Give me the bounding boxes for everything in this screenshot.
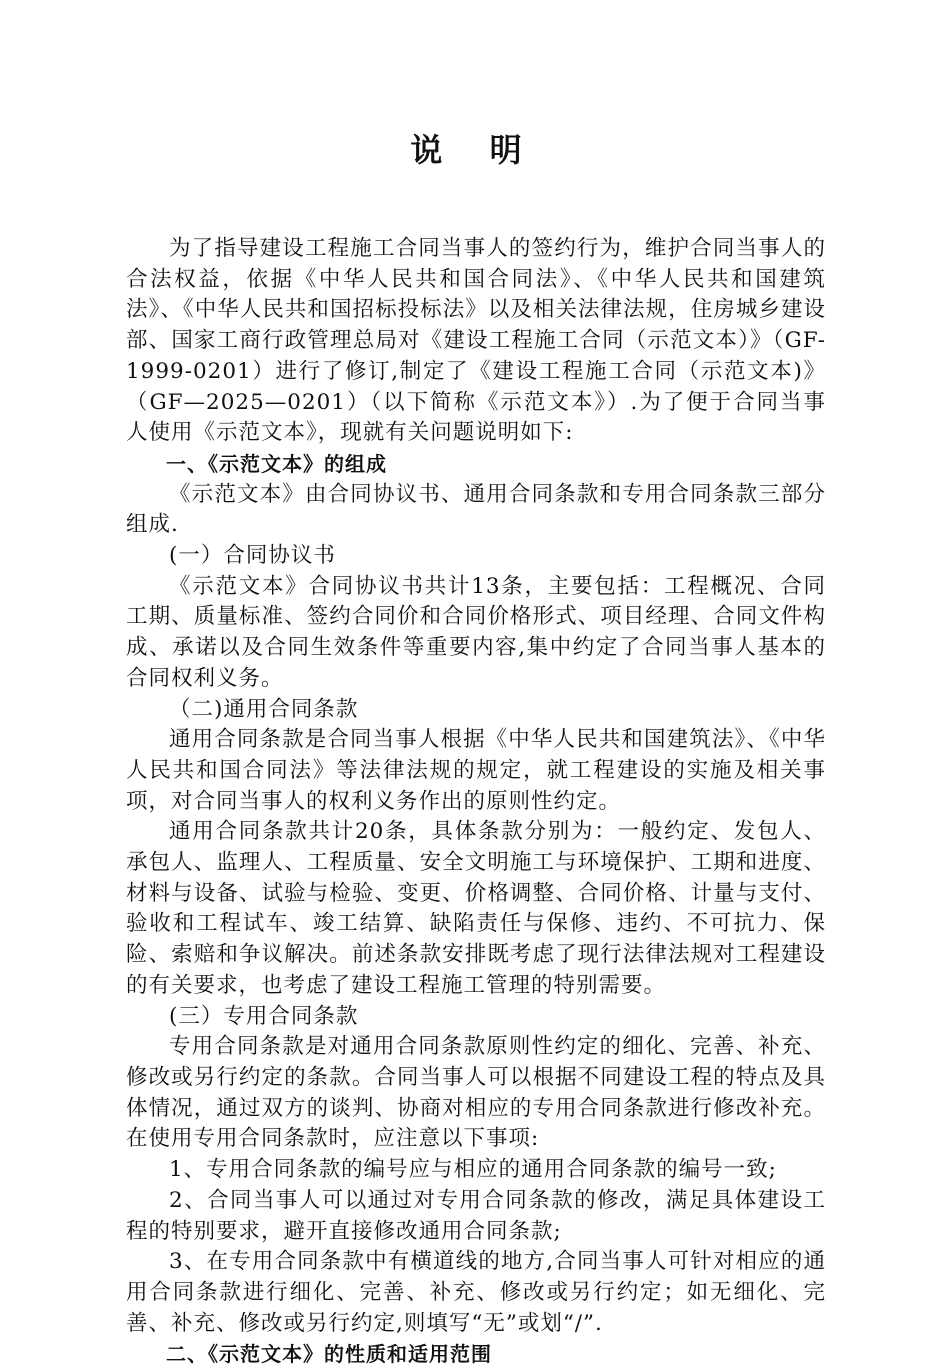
body-paragraph: 通用合同条款是合同当事人根据《中华人民共和国建筑法》、《中华人民共和国合同法》等法律法规的规定，就工程建设的实施及相关事项，对合同当事人的权利义务作出的原则性约定。	[126, 727, 826, 814]
body-paragraph: 《示范文本》由合同协议书、通用合同条款和专用合同条款三部分组成.	[126, 481, 826, 538]
body-paragraph: 为了指导建设工程施工合同当事人的签约行为，维护合同当事人的合法权益，依据《中华人民共和国合同法》、《中华人民共和国建筑法》、《中华人民共和国招标投标法》以及相关法律法规，住房城乡建设部、国家工商行政管理总局对《建设工程施工合同（示范文本）》（GF-1999-0201）进行了修订,制定了《建设工程施工合同（示范文本)》（GF—2025—0201）（以下简称《示范文本》）.为了便于合同当事人使用《示范文本》，现就有关问题说明如下:	[126, 236, 826, 446]
body-paragraph: (一）合同协议书	[169, 543, 336, 569]
page-title: 说 明	[410, 131, 540, 169]
section-heading: 一、《示范文本》的组成	[166, 451, 387, 476]
section-heading: 二、《示范文本》的性质和适用范围	[166, 1342, 492, 1367]
document-body	[126, 234, 826, 1370]
body-paragraph: （二)通用合同条款	[169, 696, 359, 722]
body-paragraph: 1、专用合同条款的编号应与相应的通用合同条款的编号一致;	[169, 1157, 777, 1183]
body-paragraph: 2、合同当事人可以通过对专用合同条款的修改，满足具体建设工程的特别要求，避开直接修改通用合同条款;	[126, 1187, 826, 1244]
body-paragraph: (三）专用合同条款	[169, 1003, 359, 1029]
body-paragraph: 3、在专用合同条款中有横道线的地方,合同当事人可针对相应的通用合同条款进行细化、完善、补充、修改或另行约定；如无细化、完善、补充、修改或另行约定,则填写“无”或划“/”.	[126, 1249, 826, 1336]
body-paragraph: 通用合同条款共计20条，具体条款分别为：一般约定、发包人、承包人、监理人、工程质量、安全文明施工与环境保护、工期和进度、材料与设备、试验与检验、变更、价格调整、合同价格、计量与支付、验收和工程试车、竣工结算、缺陷责任与保修、违约、不可抗力、保险、索赔和争议解决。前述条款安排既考虑了现行法律法规对工程建设的有关要求，也考虑了建设工程施工管理的特别需要。	[126, 819, 826, 998]
body-paragraph: 专用合同条款是对通用合同条款原则性约定的细化、完善、补充、修改或另行约定的条款。合同当事人可以根据不同建设工程的特点及具体情况，通过双方的谈判、协商对相应的专用合同条款进行修改补充。在使用专用合同条款时，应注意以下事项:	[126, 1034, 826, 1152]
body-paragraph: 《示范文本》合同协议书共计13条，主要包括：工程概况、合同工期、质量标准、签约合同价和合同价格形式、项目经理、合同文件构成、承诺以及合同生效条件等重要内容,集中约定了合同当事人基本的合同权利义务。	[126, 573, 826, 691]
